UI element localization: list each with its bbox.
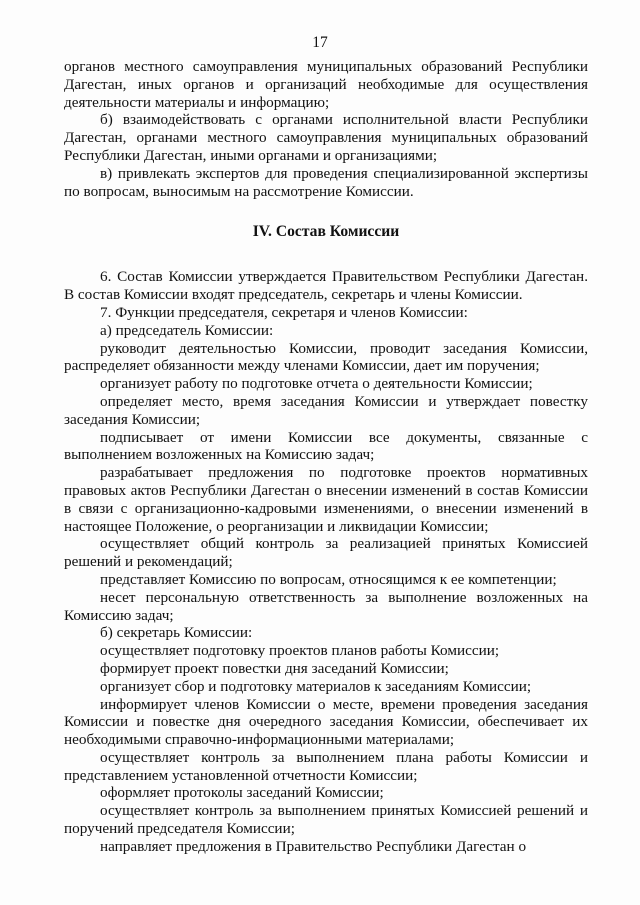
list-item: осуществляет общий контроль за реализацией принятых Комиссией решений и рекомендаций; bbox=[64, 535, 588, 571]
list-item: осуществляет контроль за выполнением плана работы Комиссии и представлением установленной отчетности Комиссии; bbox=[64, 748, 588, 784]
subsection-chairman: а) председатель Комиссии: bbox=[100, 321, 274, 339]
list-item: осуществляет контроль за выполнением принятых Комиссией решений и поручений председателя Комиссии; bbox=[64, 802, 588, 838]
list-item: несет персональную ответственность за выполнение возложенных на Комиссию задач; bbox=[64, 588, 588, 624]
document-body bbox=[64, 58, 588, 856]
page-number: 17 bbox=[312, 34, 328, 51]
paragraph-item-v: в) привлекать экспертов для проведения специализированной экспертизы по вопросам, выносимым на рассмотрение Комиссии. bbox=[64, 164, 588, 200]
list-item: оформляет протоколы заседаний Комиссии; bbox=[100, 784, 384, 802]
list-item: формирует проект повестки дня заседаний Комиссии; bbox=[100, 659, 449, 677]
subsection-secretary: б) секретарь Комиссии: bbox=[100, 624, 253, 642]
list-item: осуществляет подготовку проектов планов работы Комиссии; bbox=[100, 642, 500, 660]
list-item: организует работу по подготовке отчета о деятельности Комиссии; bbox=[100, 375, 533, 393]
list-item: определяет место, время заседания Комиссии и утверждает повестку заседания Комиссии; bbox=[64, 392, 588, 428]
paragraph-7: 7. Функции председателя, секретаря и членов Комиссии: bbox=[100, 303, 468, 321]
list-item: представляет Комиссию по вопросам, относящимся к ее компетенции; bbox=[100, 570, 557, 588]
list-item: руководит деятельностью Комиссии, проводит заседания Комиссии, распределяет обязанности между членами Комиссии, дает им поручения; bbox=[64, 339, 588, 375]
paragraph-item-b: б) взаимодействовать с органами исполнительной власти Республики Дагестан, органами местного самоуправления муниципальных образований Республики Дагестан, иными органами и организациями; bbox=[64, 111, 588, 164]
list-item: организует сбор и подготовку материалов к заседаниям Комиссии; bbox=[100, 677, 532, 695]
paragraph-continuation: органов местного самоуправления муниципальных образований Республики Дагестан, иных органов и организаций необходимые для осуществления деятельности материалы и информацию; bbox=[64, 58, 588, 111]
list-item: подписывает от имени Комиссии все документы, связанные с выполнением возложенных на Комиссию задач; bbox=[64, 428, 588, 464]
list-item: направляет предложения в Правительство Республики Дагестан о bbox=[100, 837, 527, 855]
paragraph-6: 6. Состав Комиссии утверждается Правительством Республики Дагестан. В состав Комиссии входят председатель, секретарь и члены Комиссии. bbox=[64, 268, 588, 304]
list-item: информирует членов Комиссии о месте, времени проведения заседания Комиссии и повестке дня очередного заседания Комиссии, обеспечивает их необходимыми справочно-информационными материалами; bbox=[64, 695, 588, 749]
list-item: разрабатывает предложения по подготовке проектов нормативных правовых актов Республики Дагестан о внесении изменений в состав Комиссии в связи с организационно-кадровыми изменениями, о внесении изменений в настоящее Положение, о реорганизации и ликвидации Комиссии; bbox=[64, 464, 588, 535]
section-heading: IV. Состав Комиссии bbox=[252, 223, 400, 241]
